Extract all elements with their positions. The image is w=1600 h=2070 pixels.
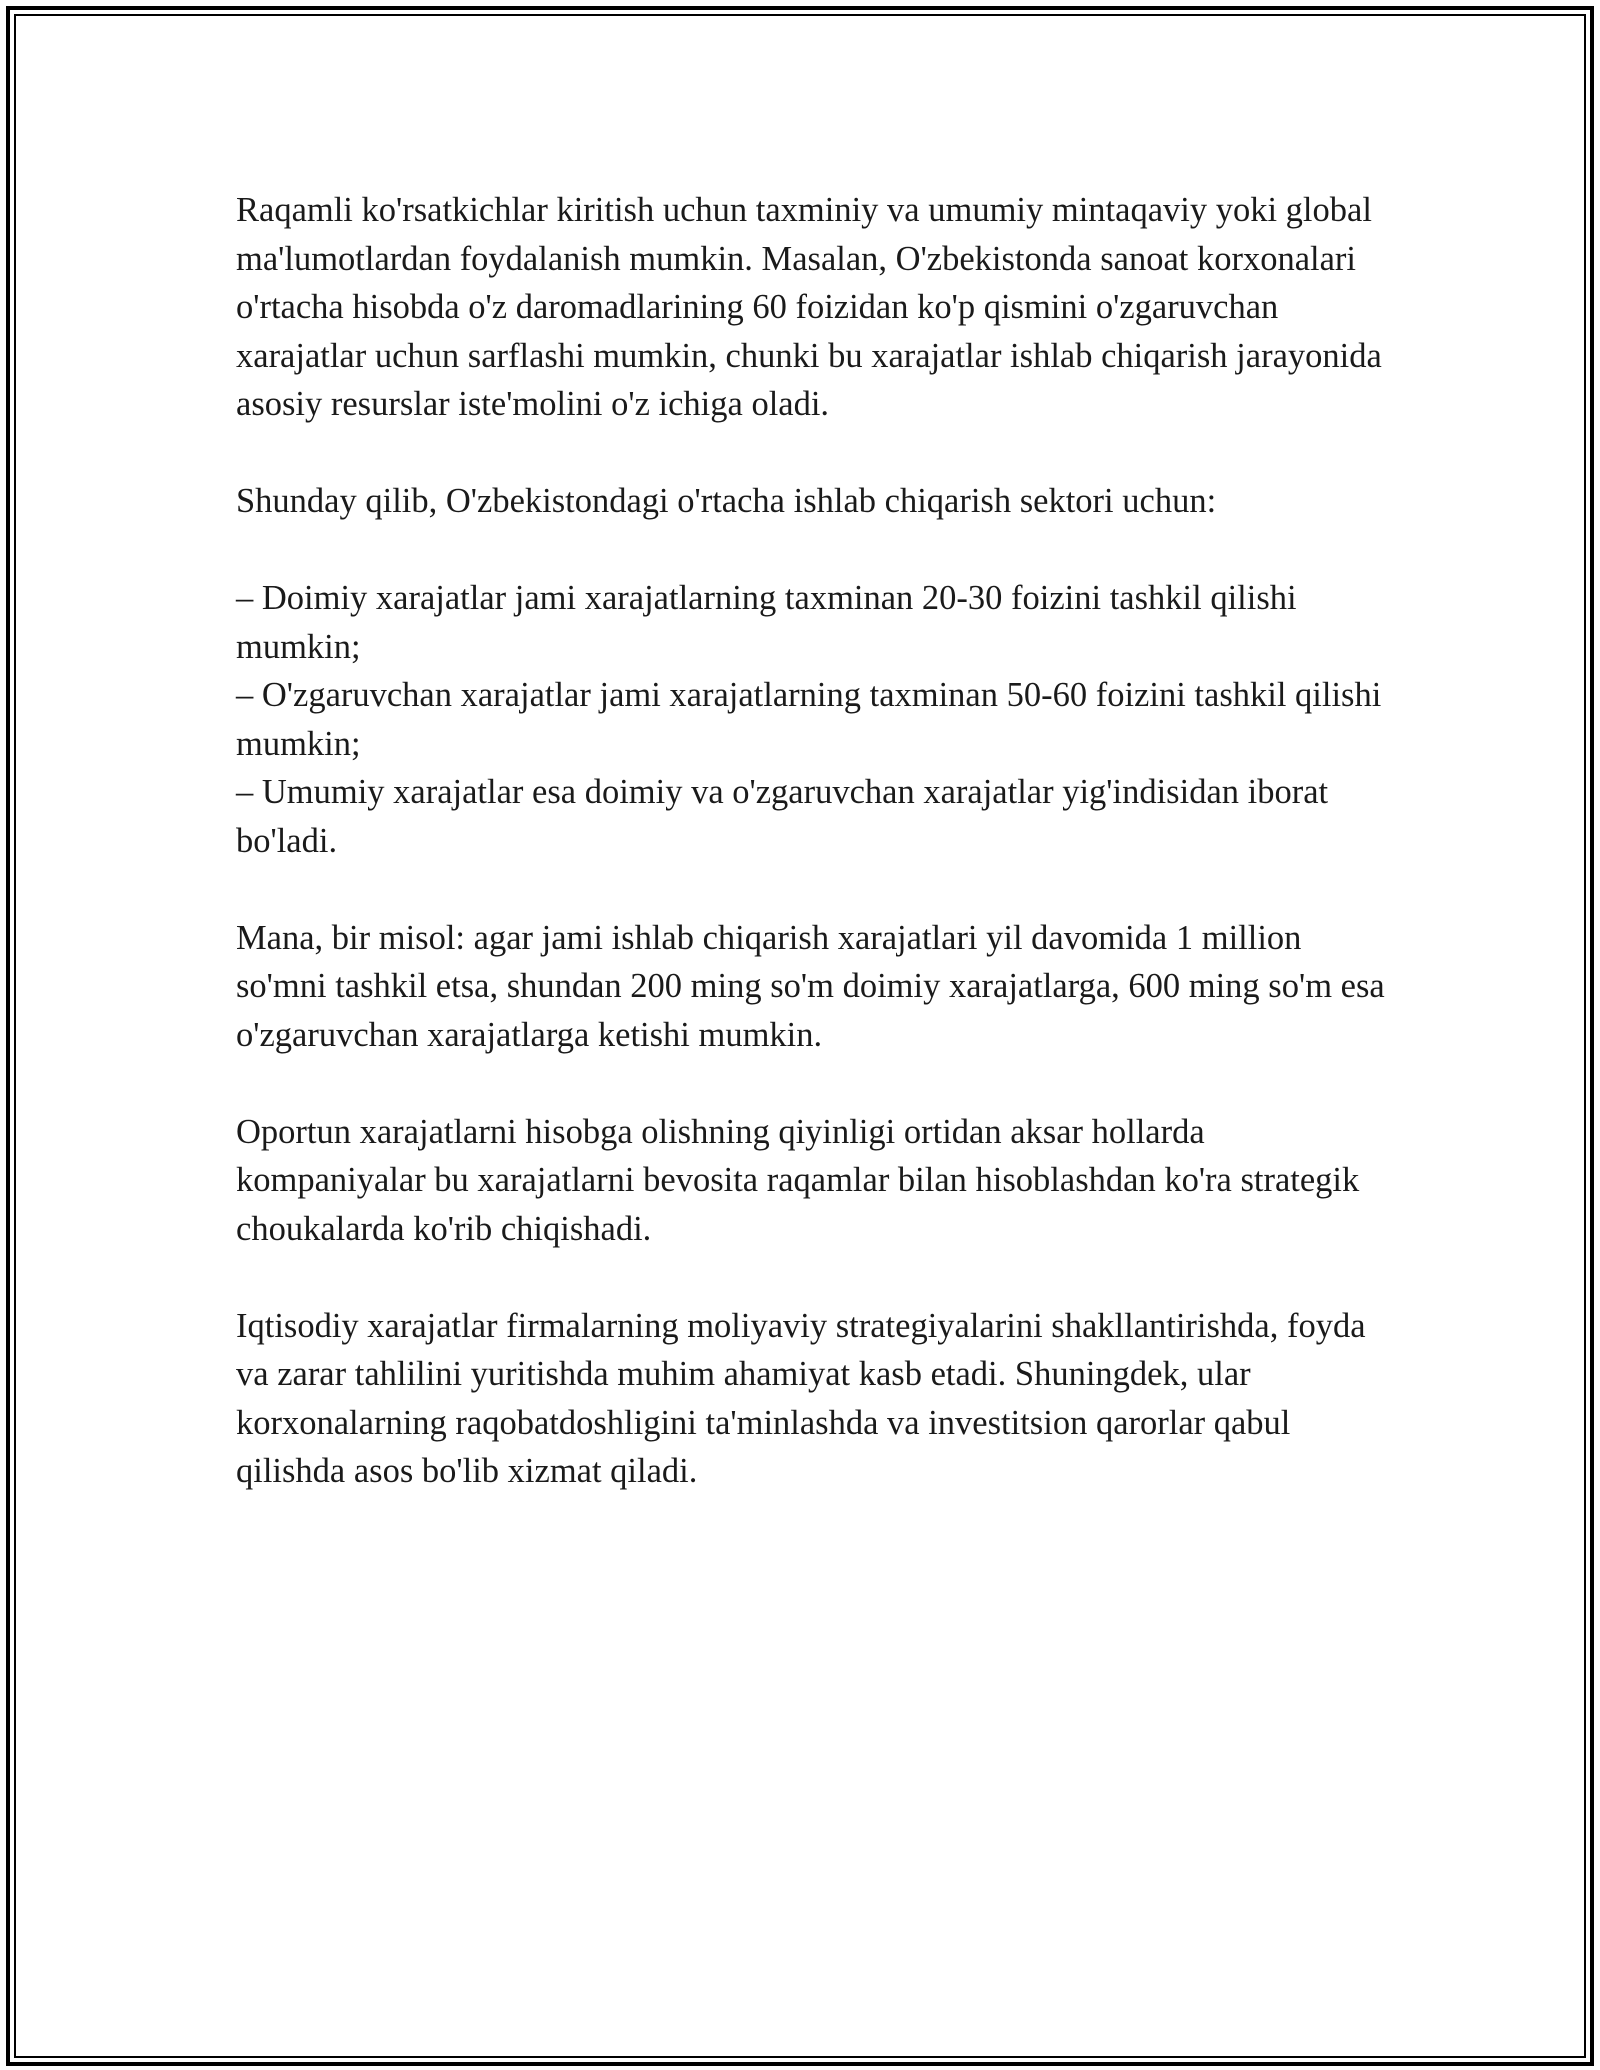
paragraph-sector-lead: Shunday qilib, O'zbekistondagi o'rtacha ishlab chiqarish sektori uchun: (236, 482, 1217, 520)
bullet-list (236, 574, 1386, 865)
bullet-variable-costs: – O'zgaruvchan xarajatlar jami xarajatlarning taxminan 50-60 foizini tashkil qilishi mumkin; (236, 676, 1382, 763)
paragraph-intro: Raqamli ko'rsatkichlar kiritish uchun taxminiy va umumiy mintaqaviy yoki global ma'lumotlardan foydalanish mumkin. Masalan, O'zbekistonda sanoat korxonalari o'rtacha hisobda o'z daromadlarining 60 foizidan ko'p qismini o'zgaruvchan xarajatlar uchun sarflashi mumkin, chunki bu xarajatlar ishlab chiqarish jarayonida asosiy resurslar iste'molini o'z ichiga oladi. (236, 191, 1382, 423)
bullet-total-costs: – Umumiy xarajatlar esa doimiy va o'zgaruvchan xarajatlar yig'indisidan iborat bo'ladi. (236, 773, 1329, 860)
paragraph-opportunity-costs: Oportun xarajatlarni hisobga olishning qiyinligi ortidan aksar hollarda kompaniyalar bu xarajatlarni bevosita raqamlar bilan hisoblashdan ko'ra strategik choukalarda ko'rib chiqishadi. (236, 1112, 1360, 1248)
paragraph-example: Mana, bir misol: agar jami ishlab chiqarish xarajatlari yil davomida 1 million so'mni tashkil etsa, shundan 200 ming so'm doimiy xarajatlarga, 600 ming so'm esa o'zgaruvchan xarajatlarga ketishi mumkin. (236, 918, 1385, 1054)
paragraph-economic-costs: Iqtisodiy xarajatlar firmalarning moliyaviy strategiyalarini shakllantirishda, foyda va zarar tahlilini yuritishda muhim ahamiyat kasb etadi. Shuningdek, ular korxonalarning raqobatdoshligini ta'minlashda va investitsion qarorlar qabul qilishda asos bo'lib xizmat qiladi. (236, 1306, 1366, 1490)
bullet-fixed-costs: – Doimiy xarajatlar jami xarajatlarning taxminan 20-30 foizini tashkil qilishi mumkin; (236, 579, 1297, 666)
document-body (236, 186, 1386, 1544)
